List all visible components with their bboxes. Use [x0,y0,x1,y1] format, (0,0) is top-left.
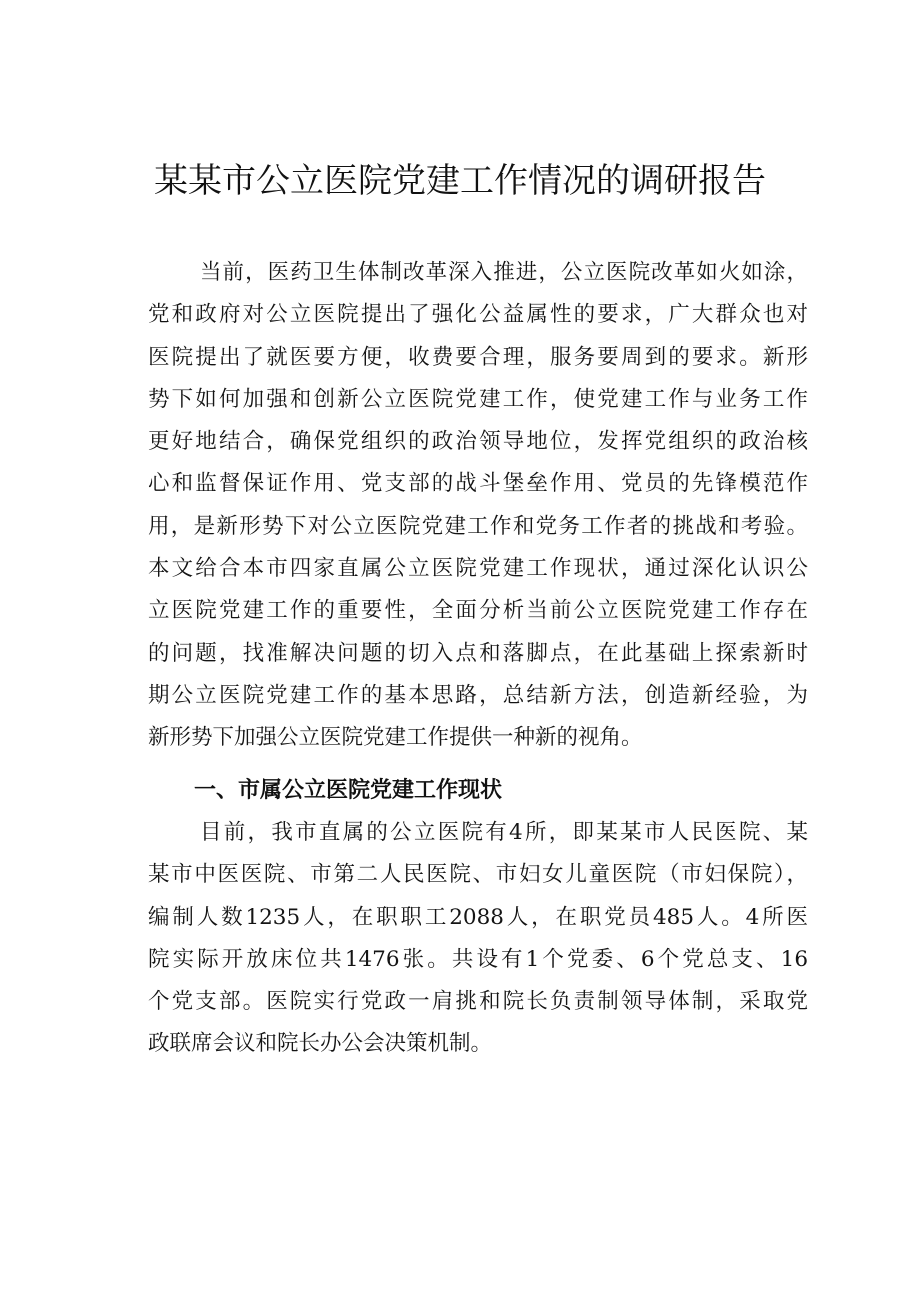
paragraph-line: 党和政府对公立医院提出了强化公益属性的要求，广大群众也对 [148,302,808,328]
paragraph-line: 新形势下加强公立医院党建工作提供一种新的视角。 [148,725,643,751]
paragraph-line: 个党支部。医院实行党政一肩挑和院长负责制领导体制，采取党 [148,989,808,1015]
paragraph-line: 势下如何加强和创新公立医院党建工作，使党建工作与业务工作 [148,386,808,412]
paragraph-line: 目前，我市直属的公立医院有4所，即某某市人民医院、某 [200,820,808,845]
paragraph-line: 本文给合本市四家直属公立医院党建工作现状，通过深化认识公 [148,556,808,582]
paragraph-line: 立医院党建工作的重要性，全面分析当前公立医院党建工作存在 [148,598,808,624]
paragraph-line: 期公立医院党建工作的基本思路，总结新方法，创造新经验，为 [148,682,808,708]
intro-paragraph [148,252,808,760]
paragraph-line: 更好地结合，确保党组织的政治领导地位，发挥党组织的政治核 [148,429,808,455]
paragraph-line: 的问题，找准解决问题的切入点和落脚点，在此基础上探索新时 [148,640,808,666]
paragraph-line: 某市中医医院、市第二人民医院、市妇女儿童医院（市妇保院）， [148,862,808,888]
document-title: 某某市公立医院党建工作情况的调研报告 [154,161,766,201]
paragraph-line: 编制人数1235人，在职职工2088人，在职党员485人。4所医 [148,904,808,930]
section-heading: 一、市属公立医院党建工作现状 [194,778,503,803]
paragraph-line: 当前，医药卫生体制改革深入推进，公立医院改革如火如涂， [200,260,808,285]
paragraph-line: 用，是新形势下对公立医院党建工作和党务工作者的挑战和考验。 [148,513,808,539]
paragraph-line: 政联席会议和院长办公会决策机制。 [148,1031,493,1057]
section-paragraph [148,812,808,1066]
paragraph-line: 医院提出了就医要方便，收费要合理，服务要周到的要求。新形 [148,344,808,370]
paragraph-line: 院实际开放床位共1476张。共设有1个党委、6个党总支、16 [148,946,808,972]
paragraph-line: 心和监督保证作用、党支部的战斗堡垒作用、党员的先锋模范作 [148,471,808,497]
